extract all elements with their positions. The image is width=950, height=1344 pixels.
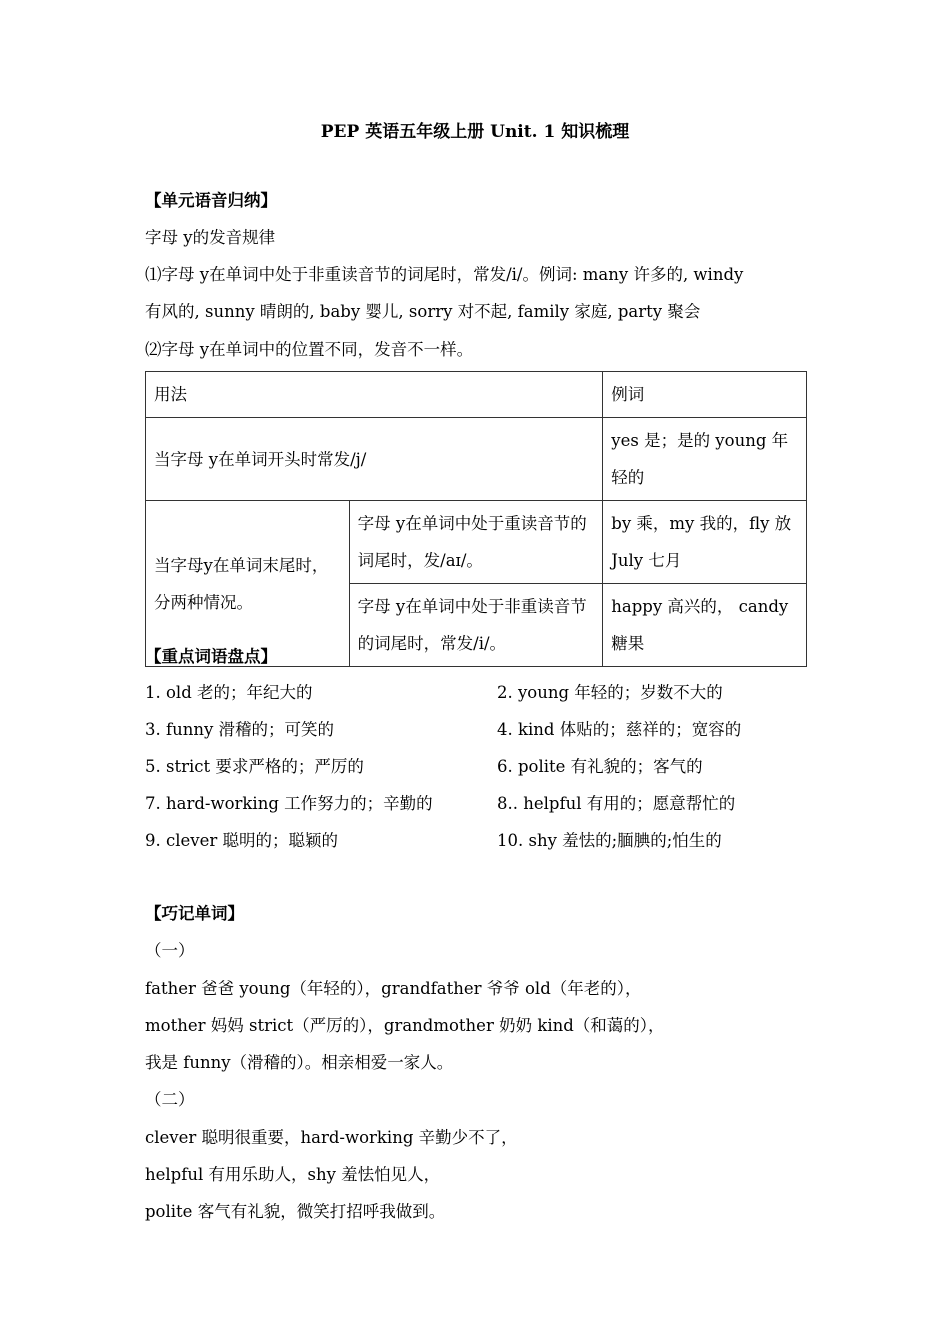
- vocab-list: [145, 674, 825, 859]
- table-header-examples: 例词: [603, 372, 807, 418]
- vocab-word: 9. clever 聪明的；聪颖的: [145, 831, 338, 850]
- list-item: [145, 822, 825, 859]
- table-cell-examples: yes 是；是的 young 年轻的: [603, 418, 807, 501]
- pronunciation-table: [145, 371, 807, 667]
- phonics-rule1-line2: 有风的, sunny 晴朗的, baby 婴儿, sorry 对不起, family 家庭, party 聚会: [145, 302, 701, 321]
- memory-line: polite 客气有礼貌，微笑打招呼我做到。: [145, 1202, 446, 1221]
- memory-line: mother 妈妈 strict（严厉的），grandmother 奶奶 kind（和蔼的），: [145, 1016, 665, 1035]
- memory-part2-label: （二）: [145, 1090, 195, 1109]
- list-item: [145, 748, 825, 785]
- vocab-word: 6. polite 有礼貌的；客气的: [497, 757, 703, 776]
- phonics-rule2: ⑵字母 y在单词中的位置不同，发音不一样。: [145, 340, 474, 359]
- list-item: [145, 711, 825, 748]
- table-cell-case: 字母 y在单词中处于非重读音节的词尾时，常发/i/。: [349, 584, 603, 667]
- table-header-usage: 用法: [146, 372, 603, 418]
- table-cell-usage: 当字母 y在单词开头时常发/j/: [146, 418, 603, 501]
- memory-line: 我是 funny（滑稽的）。相亲相爱一家人。: [145, 1053, 454, 1072]
- table-cell-examples: happy 高兴的， candy 糖果: [603, 584, 807, 667]
- vocab-word: 5. strict 要求严格的；严厉的: [145, 757, 364, 776]
- table-row: [146, 418, 807, 501]
- table-cell-case: 字母 y在单词中处于重读音节的词尾时，发/aɪ/。: [349, 501, 603, 584]
- vocab-word: 10. shy 羞怯的;腼腆的;怕生的: [497, 831, 722, 850]
- phonics-subtitle: 字母 y的发音规律: [145, 228, 276, 247]
- vocab-word: 1. old 老的；年纪大的: [145, 683, 313, 702]
- table-row: [146, 372, 807, 418]
- table-row: [146, 501, 807, 584]
- table-cell-examples: by 乘，my 我的，fly 放 July 七月: [603, 501, 807, 584]
- page-title: PEP 英语五年级上册 Unit. 1 知识梳理: [320, 122, 630, 142]
- memory-part1-label: （一）: [145, 941, 195, 960]
- phonics-rule1-line1: ⑴字母 y在单词中处于非重读音节的词尾时，常发/i/。例词: many 许多的, windy: [145, 265, 744, 284]
- memory-line: helpful 有用乐助人，shy 羞怯怕见人，: [145, 1165, 441, 1184]
- vocab-word: 4. kind 体贴的；慈祥的；宽容的: [497, 720, 742, 739]
- vocab-heading: 【重点词语盘点】: [145, 647, 277, 666]
- list-item: [145, 785, 825, 822]
- vocab-word: 7. hard-working 工作努力的；辛勤的: [145, 794, 433, 813]
- vocab-word: 3. funny 滑稽的；可笑的: [145, 720, 335, 739]
- vocab-word: 8.. helpful 有用的；愿意帮忙的: [497, 794, 736, 813]
- phonics-heading: 【单元语音归纳】: [145, 191, 277, 210]
- memory-line: clever 聪明很重要，hard-working 辛勤少不了，: [145, 1128, 518, 1147]
- vocab-word: 2. young 年轻的；岁数不大的: [497, 683, 723, 702]
- memory-line: father 爸爸 young（年轻的），grandfather 爷爷 old（年老的），: [145, 979, 642, 998]
- list-item: [145, 674, 825, 711]
- memory-heading: 【巧记单词】: [145, 904, 244, 923]
- table-cell-usage: 当字母y在单词末尾时，分两种情况。: [146, 501, 350, 667]
